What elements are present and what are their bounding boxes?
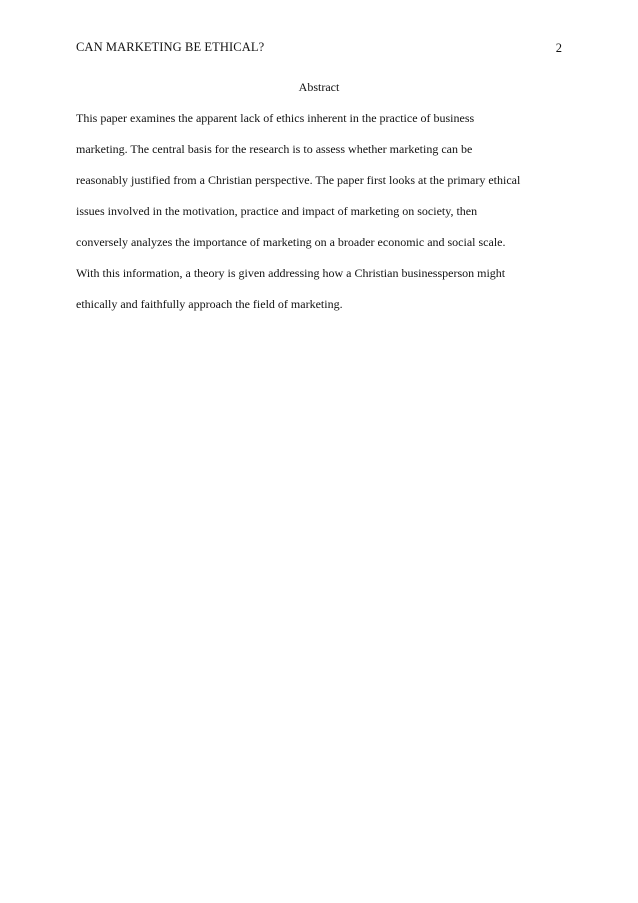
abstract-line: With this information, a theory is given addressing how a Christian businessperson might — [76, 266, 506, 280]
abstract-line: marketing. The central basis for the research is to assess whether marketing can be — [76, 142, 473, 156]
abstract-line: This paper examines the apparent lack of ethics inherent in the practice of business — [76, 111, 475, 125]
running-head: CAN MARKETING BE ETHICAL? — [76, 40, 265, 54]
abstract-body — [76, 103, 576, 320]
abstract-line: conversely analyzes the importance of marketing on a broader economic and social scale. — [76, 235, 506, 249]
page-number: 2 — [555, 41, 562, 55]
abstract-heading: Abstract — [298, 80, 340, 94]
abstract-line: reasonably justified from a Christian perspective. The paper first looks at the primary ethical — [76, 173, 521, 187]
abstract-line: issues involved in the motivation, practice and impact of marketing on society, then — [76, 204, 478, 218]
abstract-line: ethically and faithfully approach the field of marketing. — [76, 297, 343, 311]
